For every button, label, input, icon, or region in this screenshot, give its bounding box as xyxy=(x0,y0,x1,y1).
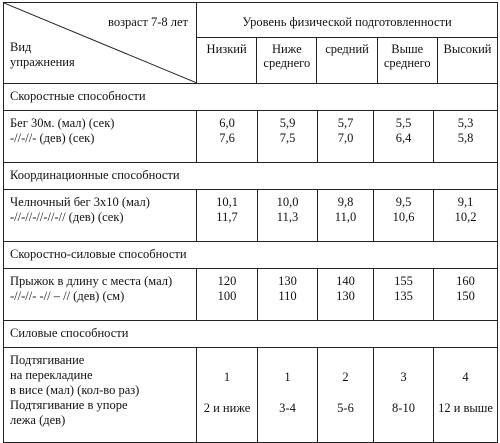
value-text: 8-10 xyxy=(392,401,415,415)
value-text: 110 xyxy=(278,289,297,303)
value-cell xyxy=(197,269,258,321)
value-cell xyxy=(318,190,374,242)
value-text: 10,0 xyxy=(276,195,299,209)
value-cell xyxy=(318,111,374,163)
table-row xyxy=(4,111,498,163)
table-row xyxy=(4,348,498,443)
value-text: 1 xyxy=(223,370,231,384)
section-heading-row xyxy=(4,242,498,269)
value-text: 10,6 xyxy=(392,210,415,224)
value-cell xyxy=(197,348,258,443)
table-row xyxy=(4,190,498,242)
value-text: 3 xyxy=(400,370,407,384)
value-cell xyxy=(197,190,258,242)
value-text: 10,2 xyxy=(454,210,477,224)
levels-header xyxy=(197,3,498,84)
value-text: 6,0 xyxy=(219,116,235,130)
exercise-cell xyxy=(4,269,197,321)
exercise-text: -//-//- -// – // (дев) (см) xyxy=(10,289,125,303)
value-cell xyxy=(258,348,318,443)
exercise-cell xyxy=(4,348,197,443)
exercise-text: лежа (дев) xyxy=(10,413,66,427)
level-header-cell: Выше среднего xyxy=(377,38,437,83)
value-text: 7,5 xyxy=(279,131,296,145)
value-text: 11,7 xyxy=(216,210,238,224)
header-row xyxy=(4,3,498,84)
exercise-cell xyxy=(4,111,197,163)
value-text: 11,3 xyxy=(276,210,299,224)
value-text: 9,1 xyxy=(457,195,474,209)
level-header-cell: средний xyxy=(316,38,376,83)
level-header-cell: Ниже среднего xyxy=(256,38,316,83)
value-cell xyxy=(318,269,374,321)
value-text: 7,6 xyxy=(219,131,235,145)
value-cell xyxy=(258,111,318,163)
value-text: 120 xyxy=(217,274,237,288)
section-title: Силовые способности xyxy=(4,321,498,348)
exercise-text: Подтягивание xyxy=(10,353,85,367)
value-text: 5,8 xyxy=(457,131,474,145)
section-title: Скоростные способности xyxy=(4,84,498,111)
value-text: 130 xyxy=(336,289,355,303)
fitness-standards-table xyxy=(3,2,498,443)
value-cell xyxy=(434,190,498,242)
value-cell xyxy=(434,348,498,443)
value-text: 5-6 xyxy=(337,401,354,415)
value-text: 3-4 xyxy=(279,401,296,415)
value-cell xyxy=(258,269,318,321)
value-cell xyxy=(258,190,318,242)
value-text: 150 xyxy=(456,289,475,303)
value-cell xyxy=(197,111,258,163)
level-title: Уровень физической подготовленности xyxy=(197,3,497,38)
table-row xyxy=(4,269,498,321)
level-header-cell: Низкий xyxy=(206,42,247,56)
value-cell xyxy=(374,190,434,242)
exercise-text: на перекладине xyxy=(10,368,93,382)
value-cell xyxy=(318,348,374,443)
section-heading-row xyxy=(4,84,498,111)
exercise-text: Бег 30м. (мал) (сек) xyxy=(10,116,115,130)
section-heading-row xyxy=(4,321,498,348)
value-cell xyxy=(374,348,434,443)
value-text: 11,0 xyxy=(334,210,357,224)
level-header-cell: Высокий xyxy=(437,38,497,83)
corner-cell xyxy=(4,3,197,84)
exercise-cell xyxy=(4,190,197,242)
value-text: 9,5 xyxy=(395,195,412,209)
value-cell xyxy=(374,111,434,163)
value-text: 5,3 xyxy=(457,116,474,130)
section-title: Координационные способности xyxy=(4,163,498,190)
value-text: 130 xyxy=(278,274,297,288)
age-label: возраст 7-8 лет xyxy=(108,15,188,29)
exercise-text: в висе (мал) (кол-во раз) xyxy=(10,383,140,397)
value-cell xyxy=(434,111,498,163)
section-heading-row xyxy=(4,163,498,190)
value-text: 1 xyxy=(284,370,291,384)
value-cell xyxy=(374,269,434,321)
value-text: 135 xyxy=(394,289,413,303)
value-text: 12 и выше xyxy=(438,401,493,415)
value-text: 4 xyxy=(462,370,469,384)
level-columns xyxy=(197,38,497,83)
value-cell xyxy=(434,269,498,321)
value-text: 160 xyxy=(456,274,475,288)
value-text: 5,9 xyxy=(279,116,296,130)
value-text: 6,4 xyxy=(395,131,412,145)
value-text: 7,0 xyxy=(337,131,354,145)
value-text: 100 xyxy=(217,289,237,303)
value-text: 10,1 xyxy=(216,195,238,209)
exercise-text: Прыжок в длину с места (мал) xyxy=(10,274,173,288)
exercise-text: Подтягивание в упоре xyxy=(10,398,128,412)
value-text: 2 xyxy=(342,370,349,384)
value-text: 155 xyxy=(394,274,413,288)
value-text: 9,8 xyxy=(337,195,354,209)
exercise-text: -//-//-//-//-// (дев) (сек) xyxy=(10,210,124,224)
value-text: 5,7 xyxy=(337,116,354,130)
section-title: Скоростно-силовые способности xyxy=(4,242,498,269)
exercise-type-label: Вид упражнения xyxy=(10,40,75,69)
value-text: 2 и ниже xyxy=(203,401,251,415)
exercise-text: -//-//- (дев) (сек) xyxy=(10,131,95,145)
value-text: 5,5 xyxy=(395,116,412,130)
exercise-text: Челночный бег 3х10 (мал) xyxy=(10,195,150,209)
value-text: 140 xyxy=(336,274,355,288)
